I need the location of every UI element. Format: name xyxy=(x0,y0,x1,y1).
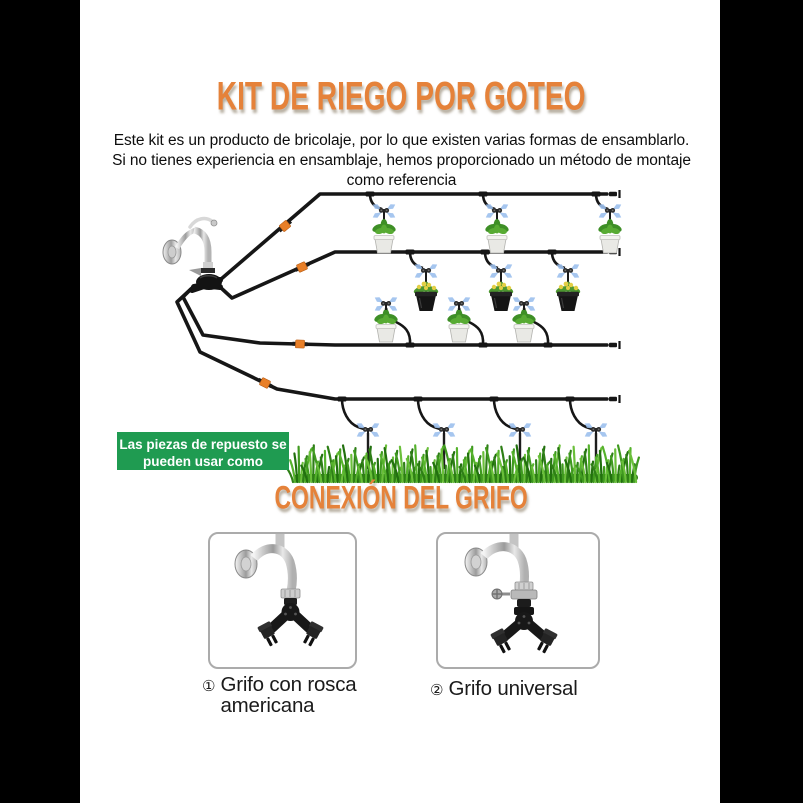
coupling-3 xyxy=(292,340,307,349)
universal-faucet-image xyxy=(438,534,594,663)
sprinkler-pot-row-top xyxy=(366,192,623,254)
intro-line-1: Este kit es un producto de bricolaje, por lo que existen varias formas de ensamblarlo. xyxy=(113,132,690,149)
ground-sprinkler-unit xyxy=(338,397,381,470)
manifold-valve-lever xyxy=(189,268,201,276)
intro-paragraph xyxy=(80,131,723,191)
sprinkler-pot-row-mid xyxy=(406,250,582,312)
spare-parts-note xyxy=(117,432,289,486)
pot-sprinkler-unit xyxy=(592,192,623,254)
clamp-handle-wheel xyxy=(492,589,510,599)
faucet-section-title xyxy=(80,480,723,516)
faucet-card-universal xyxy=(436,532,600,669)
y-splitter xyxy=(490,612,558,655)
left-black-frame xyxy=(0,0,80,803)
faucet-section-title-text: CONEXIÓN DEL GRIFO xyxy=(274,478,529,517)
pot-sprinkler-unit xyxy=(481,250,515,312)
intro-line-3: como referencia xyxy=(346,172,457,189)
pot-sprinkler-unit xyxy=(373,295,414,347)
feeder-tube-2 xyxy=(220,252,607,298)
caption-number-1: ① xyxy=(202,678,216,695)
faucet-card-american-thread xyxy=(208,532,357,669)
clamp-collar xyxy=(492,589,537,599)
pot-sprinkler-unit xyxy=(406,250,440,312)
ground-sprinkler-unit xyxy=(566,397,609,470)
caption-number-2: ② xyxy=(430,682,444,699)
end-plug-line1 xyxy=(609,190,620,198)
american-thread-faucet-image xyxy=(210,534,351,663)
note-line-1: Las piezas de repuesto se xyxy=(119,437,287,452)
coupling-2 xyxy=(294,260,311,273)
caption-universal xyxy=(430,678,578,699)
y-splitter xyxy=(257,603,324,648)
caption-american-thread xyxy=(202,674,372,716)
ground-sprinkler-unit xyxy=(490,397,533,470)
pot-sprinkler-unit xyxy=(511,295,552,347)
end-plug-line3 xyxy=(609,341,620,349)
sprinkler-pot-row-3 xyxy=(373,295,552,347)
page-title xyxy=(80,76,723,119)
feeder-tube-1 xyxy=(220,194,607,280)
feeder-tube-3 xyxy=(183,286,607,345)
caption-label-2: Grifo universal xyxy=(448,677,578,700)
pot-sprinkler-unit xyxy=(366,192,397,254)
end-plug-line4 xyxy=(609,395,620,403)
page-title-text: KIT DE RIEGO POR GOTEO xyxy=(217,74,586,120)
faucet-icon xyxy=(163,219,222,290)
feeder-tubes xyxy=(177,194,607,399)
pot-sprinkler-unit xyxy=(548,250,582,312)
caption-label-1: Grifo con rosca americana xyxy=(220,673,357,717)
right-black-frame xyxy=(720,0,803,803)
pot-sprinkler-unit xyxy=(446,295,487,347)
note-line-2: pueden usar como sustitutos xyxy=(142,454,264,486)
grass xyxy=(286,445,639,482)
intro-line-2: Si no tienes experiencia en ensamblaje, hemos proporcionado un método de montaje xyxy=(112,152,691,169)
pot-sprinkler-unit xyxy=(479,192,510,254)
